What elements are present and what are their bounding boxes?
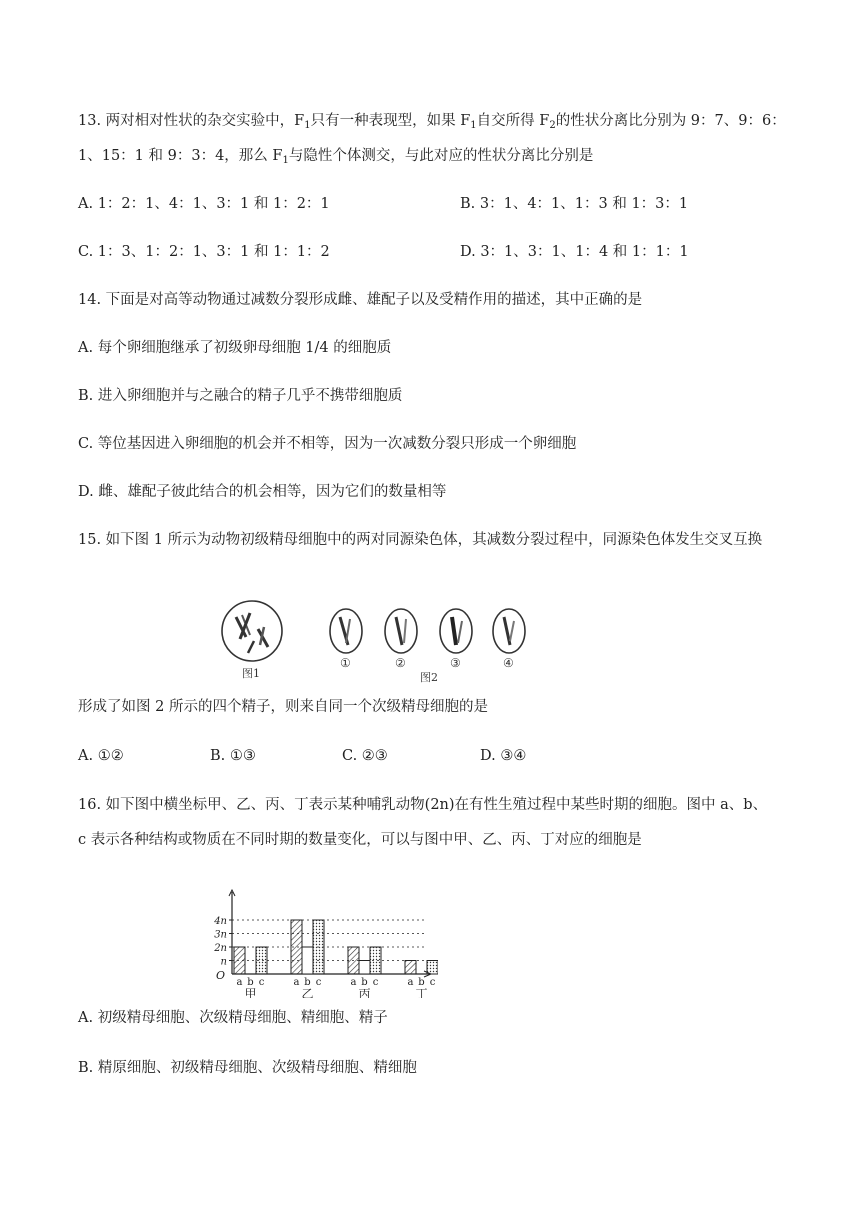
q14-option-b[interactable]: B. 进入卵细胞并与之融合的精子几乎不携带细胞质: [78, 388, 403, 404]
q16-option-a[interactable]: A. 初级精母细胞、次级精母细胞、精细胞、精子: [78, 1010, 388, 1026]
q14-option-a[interactable]: A. 每个卵细胞继承了初级卵母细胞 1/4 的细胞质: [78, 340, 392, 356]
q16-option-b[interactable]: B. 精原细胞、初级精母细胞、次级精母细胞、精细胞: [78, 1060, 417, 1076]
bar-label: a: [236, 977, 243, 988]
bar-c: [370, 947, 381, 974]
origin-label: O: [216, 969, 226, 982]
y-tick-label: n: [220, 956, 227, 968]
sperm-label-2: ②: [395, 656, 406, 670]
q15-stem-line1: 15. 如下图 1 所示为动物初级精母细胞中的两对同源染色体，其减数分裂过程中，同源染色体发生交叉互换: [78, 532, 763, 548]
bar-a: [348, 947, 359, 974]
bar-label: c: [315, 977, 322, 988]
q13-option-b[interactable]: B. 3：1、4：1、1：3 和 1：3：1: [460, 196, 689, 212]
y-tick-label: 3n: [214, 929, 227, 941]
chromosome-figure-svg: [220, 595, 540, 687]
bar-label: a: [293, 977, 300, 988]
y-tick-label: 4n: [214, 916, 227, 927]
bar-label: b: [418, 977, 425, 988]
bar-b: [359, 961, 370, 975]
q15-option-b[interactable]: B. ①③: [210, 748, 256, 764]
q16-stem-line2: c 表示各种结构或物质在不同时期的数量变化，可以与图中甲、乙、丙、丁对应的细胞是: [78, 832, 642, 848]
bar-b: [302, 947, 313, 974]
fig1-cell: [222, 601, 282, 661]
q14-option-c[interactable]: C. 等位基因进入卵细胞的机会并不相等，因为一次减数分裂只形成一个卵细胞: [78, 436, 577, 452]
q13-option-c[interactable]: C. 1：3、1：2：1、3：1 和 1：1：2: [78, 244, 330, 260]
category-label: 丁: [415, 987, 428, 998]
chromosome-figure: [220, 595, 540, 687]
sperm-label-4: ④: [503, 656, 514, 670]
bar-label: b: [361, 977, 368, 988]
sperm-3: [440, 609, 472, 653]
sperm-label-3: ③: [450, 656, 461, 670]
sperm-2: [385, 609, 417, 653]
q15-option-d[interactable]: D. ③④: [480, 748, 527, 764]
bar-c: [313, 920, 324, 974]
q16-stem-line1: 16. 如下图中横坐标甲、乙、丙、丁表示某种哺乳动物(2n)在有性生殖过程中某些时期的细胞。图中 a、b、: [78, 797, 768, 813]
category-label: 甲: [244, 987, 257, 998]
sperm-label-1: ①: [340, 656, 351, 670]
fig1-label: 图1: [242, 667, 260, 680]
q15-stem-line2: 形成了如图 2 所示的四个精子，则来自同一个次级精母细胞的是: [78, 699, 488, 715]
bar-label: c: [258, 977, 265, 988]
q13-stem-line2: 1、15：1 和 9：3：4，那么 $F_1$与隐性个体测交，与此对应的性状分离比分别是: [78, 148, 594, 166]
q14-stem: 14. 下面是对高等动物通过减数分裂形成雌、雄配子以及受精作用的描述，其中正确的是: [78, 292, 643, 308]
bar-label: a: [350, 977, 357, 988]
sperm-4: [493, 609, 525, 653]
bar-label: b: [247, 977, 254, 988]
q13-option-a[interactable]: A. 1：2：1、4：1、3：1 和 1：2：1: [78, 196, 330, 212]
q16-bar-chart: [198, 886, 438, 998]
y-tick-label: 2n: [214, 943, 227, 954]
category-label: 丙: [358, 987, 371, 998]
bar-label: c: [429, 977, 436, 988]
q16-bar-chart-svg: [198, 886, 438, 998]
sperm-1: [330, 609, 362, 653]
q15-option-c[interactable]: C. ②③: [342, 748, 388, 764]
bar-label: a: [407, 977, 414, 988]
bar-c: [427, 961, 438, 975]
bar-label: b: [304, 977, 311, 988]
q13-option-d[interactable]: D. 3：1、3：1、1：4 和 1：1：1: [460, 244, 689, 260]
q14-option-d[interactable]: D. 雌、雄配子彼此结合的机会相等，因为它们的数量相等: [78, 484, 447, 500]
q15-option-a[interactable]: A. ①②: [78, 748, 124, 764]
bar-c: [256, 947, 267, 974]
category-label: 乙: [301, 987, 314, 998]
bar-label: c: [372, 977, 379, 988]
bar-a: [234, 947, 245, 974]
fig2-label: 图2: [420, 671, 438, 684]
q13-stem-line1: 13. 两对相对性状的杂交实验中，$F_1$只有一种表现型，如果 $F_1$自交所得 $F_2$的性状分离比分别为 9：7、9：6：: [78, 113, 786, 131]
bar-a: [291, 920, 302, 974]
bar-a: [405, 961, 416, 975]
